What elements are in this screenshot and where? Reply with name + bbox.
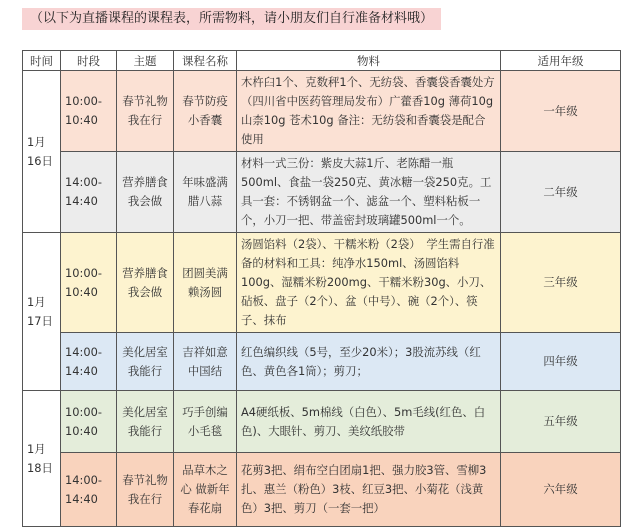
- notice-banner: （以下为直播课程的课程表，所需物料，请小朋友们自行准备材料哦）: [22, 8, 441, 30]
- slot-cell: 14:00-14:40: [61, 152, 117, 233]
- header-materials: 物料: [237, 51, 501, 71]
- theme-cell: 营养膳食我会做: [117, 233, 174, 333]
- grade-cell: 三年级: [501, 233, 621, 333]
- header-course: 课程名称: [174, 51, 237, 71]
- course-cell: 品草木之心 做新年春花扇: [174, 453, 237, 527]
- theme-cell: 春节礼物我在行: [117, 71, 174, 152]
- theme-cell: 美化居室我能行: [117, 391, 174, 453]
- materials-cell: 汤圆馅料（2袋）、干糯米粉（2袋） 学生需自行准备的材料和工具：纯净水150ml、汤圆馅料100g、湿糯米粉200mg、干糯米粉30g、小刀、砧板、盘子（2个）、盆（中号）、碗（2个）、筷子、抹布: [237, 233, 501, 333]
- date-cell: 1月16日: [23, 71, 61, 233]
- date-cell: 1月18日: [23, 391, 61, 527]
- grade-cell: 五年级: [501, 391, 621, 453]
- table-row: [23, 152, 621, 233]
- table-row: [23, 233, 621, 333]
- grade-cell: 六年级: [501, 453, 621, 527]
- theme-cell: 春节礼物我在行: [117, 453, 174, 527]
- header-slot: 时段: [61, 51, 117, 71]
- materials-cell: 红色编织线（5号，至少20米）；3股流苏线（红色、黄色各1筒）；剪刀；: [237, 333, 501, 391]
- materials-cell: 木杵臼1个、克数秤1个、无纺袋、香囊袋香囊处方（四川省中医药管理局发布）广藿香10g 薄荷10g 山柰10g 苍术10g 备注：无纺袋和香囊袋是配合使用: [237, 71, 501, 152]
- grade-cell: 四年级: [501, 333, 621, 391]
- grade-cell: 一年级: [501, 71, 621, 152]
- materials-cell: 材料一式三份：紫皮大蒜1斤、老陈醋一瓶500ml、食盐一袋250克、黄冰糖一袋250克。工具一套：不锈钢盆一个、滤盆一个、塑料粘板一个，小刀一把、带盖密封玻璃罐500ml一个。: [237, 152, 501, 233]
- slot-cell: 10:00-10:40: [61, 391, 117, 453]
- table-row: [23, 391, 621, 453]
- grade-cell: 二年级: [501, 152, 621, 233]
- theme-cell: 美化居室我能行: [117, 333, 174, 391]
- slot-cell: 14:00-14:40: [61, 453, 117, 527]
- theme-cell: 营养膳食我会做: [117, 152, 174, 233]
- course-cell: 吉祥如意中国结: [174, 333, 237, 391]
- date-cell: 1月17日: [23, 233, 61, 391]
- course-cell: 巧手创编小毛毯: [174, 391, 237, 453]
- table-row: [23, 333, 621, 391]
- materials-cell: A4硬纸板、5m棉线（白色）、5m毛线(红色、白色)、大眼针、剪刀、美纹纸胶带: [237, 391, 501, 453]
- course-cell: 年味盛满腊八蒜: [174, 152, 237, 233]
- slot-cell: 10:00-10:40: [61, 233, 117, 333]
- header-row: [23, 51, 621, 71]
- table-row: [23, 71, 621, 152]
- course-cell: 团圆美满赖汤圆: [174, 233, 237, 333]
- course-cell: 春节防疫小香囊: [174, 71, 237, 152]
- slot-cell: 10:00-10:40: [61, 71, 117, 152]
- header-grade: 适用年级: [501, 51, 621, 71]
- schedule-table: [22, 50, 621, 527]
- header-theme: 主题: [117, 51, 174, 71]
- table-row: [23, 453, 621, 527]
- slot-cell: 14:00-14:40: [61, 333, 117, 391]
- materials-cell: 花剪3把、绢布空白团扇1把、强力胶3管、雪柳3扎、惠兰（粉色）3枝、红豆3把、小菊花（浅黄色）3把、剪刀（一套一把）: [237, 453, 501, 527]
- header-time: 时间: [23, 51, 61, 71]
